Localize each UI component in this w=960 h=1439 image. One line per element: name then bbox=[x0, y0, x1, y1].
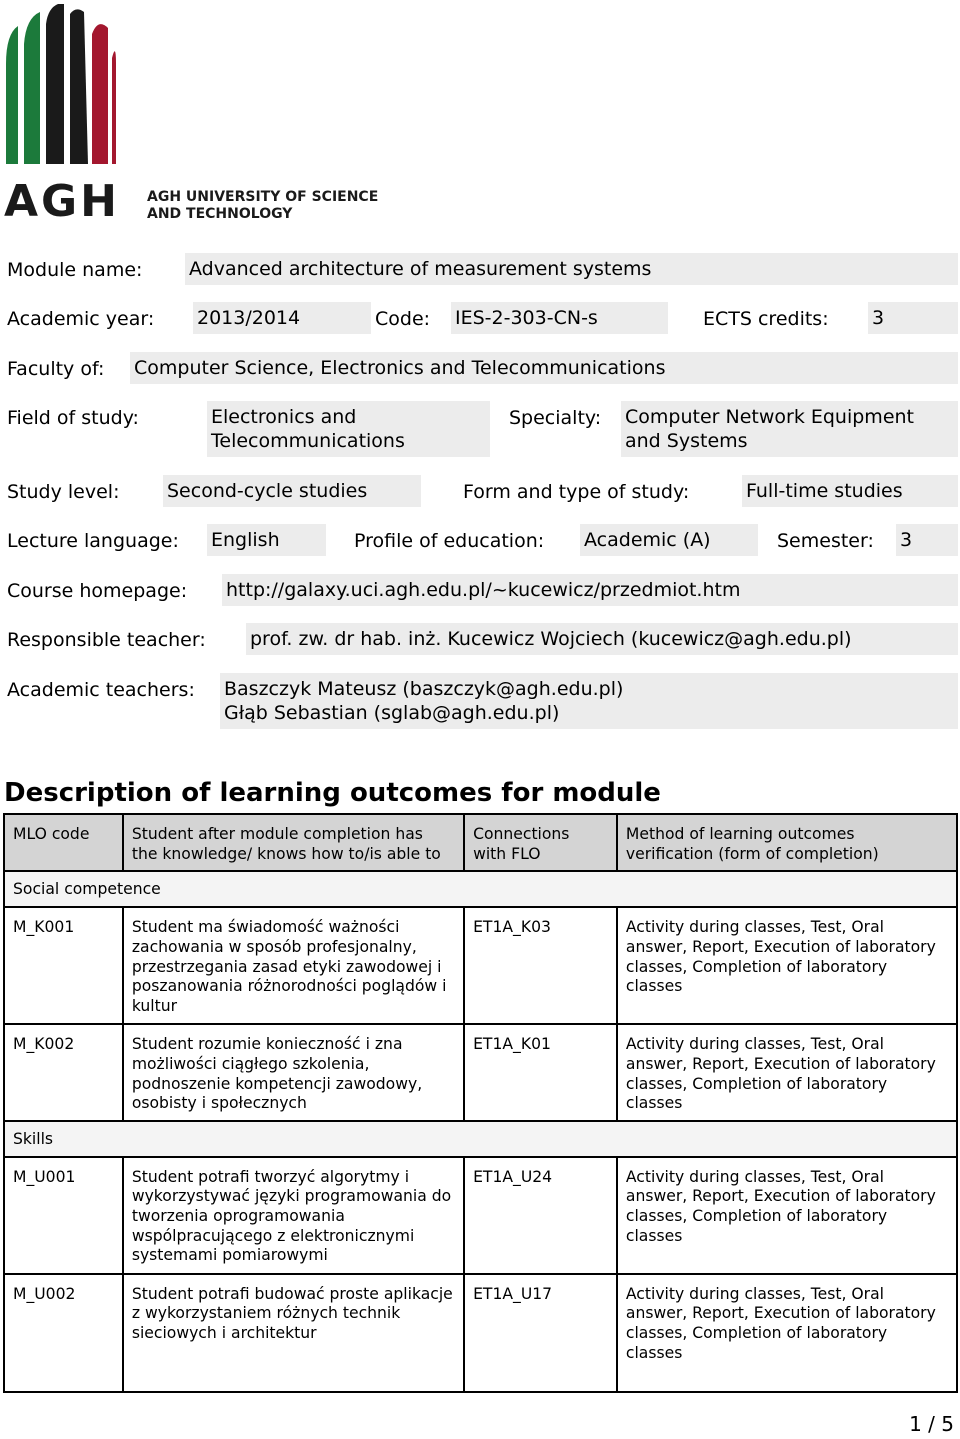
cell-code: M_U001 bbox=[4, 1157, 123, 1274]
academic-year-value: 2013/2014 bbox=[193, 302, 371, 334]
specialty-line2: and Systems bbox=[625, 430, 748, 452]
specialty-label: Specialty: bbox=[509, 407, 602, 429]
group-name: Skills bbox=[4, 1121, 957, 1157]
code-label: Code: bbox=[375, 308, 431, 330]
logo-stripes bbox=[6, 4, 116, 164]
code-value: IES-2-303-CN-s bbox=[451, 302, 668, 334]
header-method: Method of learning outcomes verification (form of completion) bbox=[617, 814, 957, 871]
specialty-line1: Computer Network Equipment bbox=[625, 406, 914, 428]
semester-label: Semester: bbox=[777, 530, 874, 552]
homepage-label: Course homepage: bbox=[7, 580, 188, 602]
academic-teachers-value bbox=[220, 673, 958, 729]
form-of-study-label: Form and type of study: bbox=[463, 481, 690, 503]
table-header-row bbox=[4, 814, 957, 871]
field-of-study-label: Field of study: bbox=[7, 407, 139, 429]
section-title: Description of learning outcomes for module bbox=[4, 778, 661, 808]
profile-label: Profile of education: bbox=[354, 530, 545, 552]
cell-desc: Student potrafi tworzyć algorytmy i wykorzystywać języki programowania do tworzenia oprogramowania wspólpracującego z elektronicznymi systemami pomiarowymi bbox=[123, 1157, 464, 1274]
lecture-language-value: English bbox=[207, 524, 326, 556]
group-row bbox=[4, 871, 957, 907]
academic-teachers-label: Academic teachers: bbox=[7, 679, 195, 701]
module-name-label: Module name: bbox=[7, 259, 143, 281]
cell-flo: ET1A_K03 bbox=[464, 907, 617, 1024]
field-of-study-line1: Electronics and bbox=[211, 406, 357, 428]
cell-desc: Student potrafi budować proste aplikacje z wykorzystaniem różnych technik sieciowych i architektur bbox=[123, 1274, 464, 1392]
header-mlo-code: MLO code bbox=[4, 814, 123, 871]
study-level-label: Study level: bbox=[7, 481, 120, 503]
cell-method: Activity during classes, Test, Oral answer, Report, Execution of laboratory classes, Completion of laboratory classes bbox=[617, 1157, 957, 1274]
logo-abbr: AGH bbox=[4, 176, 120, 227]
cell-flo: ET1A_U17 bbox=[464, 1274, 617, 1392]
responsible-teacher-label: Responsible teacher: bbox=[7, 629, 206, 651]
learning-outcomes-table bbox=[3, 813, 958, 1393]
teacher-1: Baszczyk Mateusz (baszczyk@agh.edu.pl) bbox=[224, 678, 624, 700]
teacher-2: Głąb Sebastian (sglab@agh.edu.pl) bbox=[224, 702, 560, 724]
responsible-teacher-value: prof. zw. dr hab. inż. Kucewicz Wojciech (kucewicz@agh.edu.pl) bbox=[246, 623, 958, 655]
field-of-study-line2: Telecommunications bbox=[211, 430, 405, 452]
cell-method: Activity during classes, Test, Oral answer, Report, Execution of laboratory classes, Completion of laboratory classes bbox=[617, 1024, 957, 1121]
table-row bbox=[4, 1024, 957, 1121]
study-level-value: Second-cycle studies bbox=[163, 475, 421, 507]
cell-code: M_U002 bbox=[4, 1274, 123, 1392]
academic-year-label: Academic year: bbox=[7, 308, 155, 330]
cell-desc: Student ma świadomość ważności zachowania w sposób profesjonalny, przestrzegania zasad etyki zawodowej i poszanowania różnorodności poglądów i kultur bbox=[123, 907, 464, 1024]
header-description: Student after module completion has the knowledge/ knows how to/is able to bbox=[123, 814, 464, 871]
cell-flo: ET1A_U24 bbox=[464, 1157, 617, 1274]
logo-name-line2: AND TECHNOLOGY bbox=[147, 206, 293, 222]
cell-method: Activity during classes, Test, Oral answer, Report, Execution of laboratory classes, Completion of laboratory classes bbox=[617, 907, 957, 1024]
table-row bbox=[4, 907, 957, 1024]
cell-code: M_K001 bbox=[4, 907, 123, 1024]
cell-code: M_K002 bbox=[4, 1024, 123, 1121]
table-row bbox=[4, 1274, 957, 1392]
module-name-value: Advanced architecture of measurement systems bbox=[185, 253, 958, 285]
homepage-value[interactable]: http://galaxy.uci.agh.edu.pl/~kucewicz/przedmiot.htm bbox=[222, 574, 958, 606]
page-number: 1 / 5 bbox=[909, 1412, 954, 1436]
faculty-value: Computer Science, Electronics and Telecommunications bbox=[130, 352, 958, 384]
group-name: Social competence bbox=[4, 871, 957, 907]
profile-value: Academic (A) bbox=[580, 524, 758, 556]
ects-label: ECTS credits: bbox=[703, 308, 829, 330]
lecture-language-label: Lecture language: bbox=[7, 530, 179, 552]
field-of-study-value bbox=[207, 401, 490, 457]
group-row bbox=[4, 1121, 957, 1157]
header-flo: Connections with FLO bbox=[464, 814, 617, 871]
cell-method: Activity during classes, Test, Oral answer, Report, Execution of laboratory classes, Completion of laboratory classes bbox=[617, 1274, 957, 1392]
agh-logo bbox=[4, 4, 379, 227]
semester-value: 3 bbox=[896, 524, 958, 556]
cell-flo: ET1A_K01 bbox=[464, 1024, 617, 1121]
faculty-label: Faculty of: bbox=[7, 358, 105, 380]
specialty-value bbox=[621, 401, 958, 457]
ects-value: 3 bbox=[868, 302, 958, 334]
form-of-study-value: Full-time studies bbox=[742, 475, 958, 507]
cell-desc: Student rozumie konieczność i zna możliwości ciągłego szkolenia, podnoszenie kompetencji zawodowy, osobisty i społecznych bbox=[123, 1024, 464, 1121]
table-row bbox=[4, 1157, 957, 1274]
logo-name-line1: AGH UNIVERSITY OF SCIENCE bbox=[147, 189, 379, 205]
